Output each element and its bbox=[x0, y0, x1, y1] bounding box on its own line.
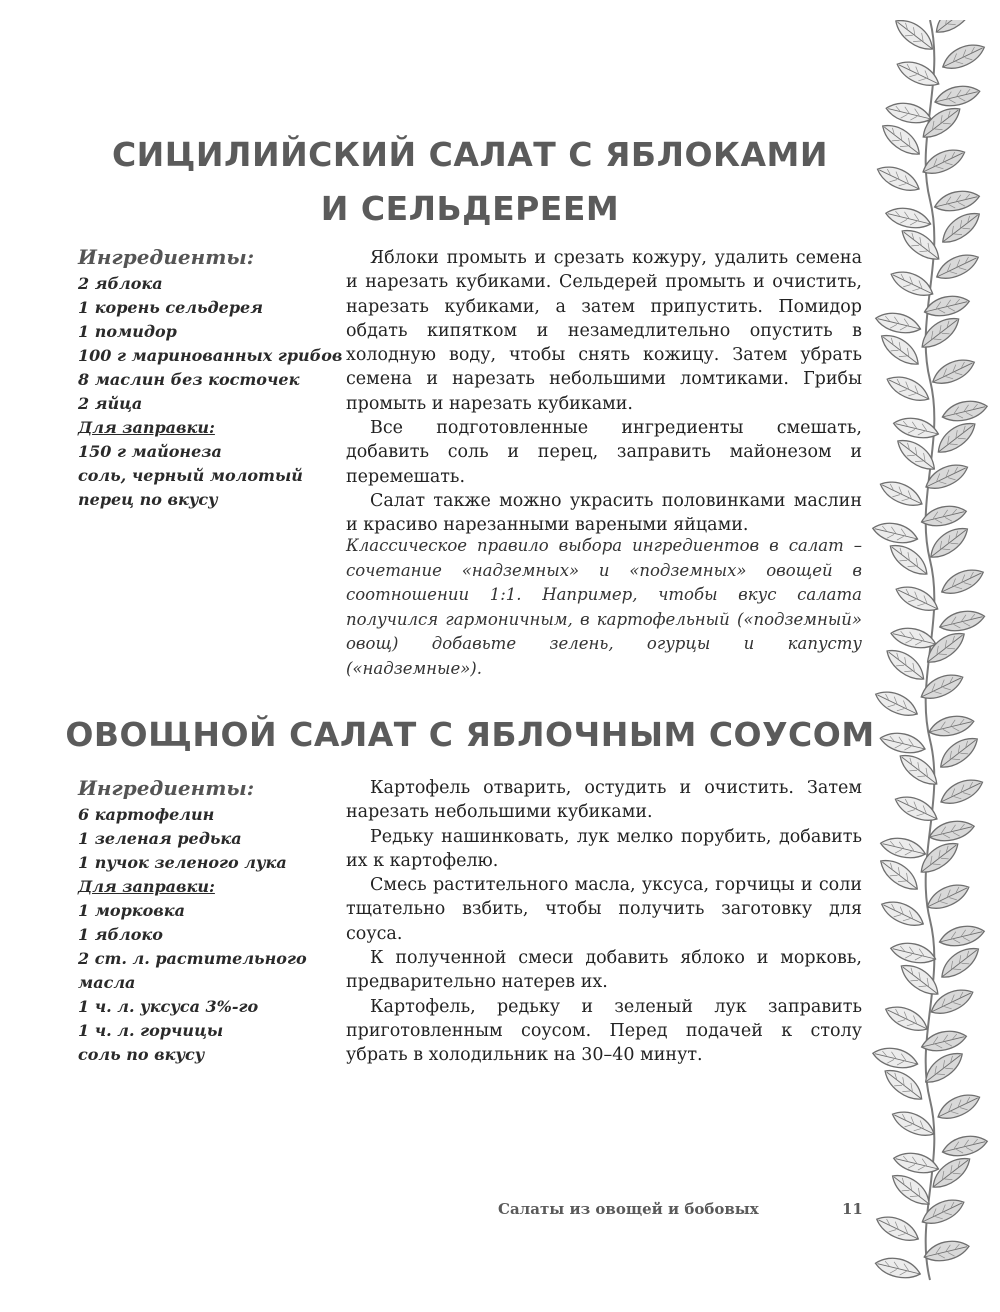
leaf-icon bbox=[880, 1064, 928, 1105]
leaf-icon bbox=[876, 329, 924, 370]
dressing-item: 150 г майонеза bbox=[78, 442, 222, 461]
page-number: 11 bbox=[842, 1200, 863, 1218]
leaf-icon bbox=[877, 476, 926, 511]
dressing-item: 1 морковка bbox=[78, 901, 185, 920]
leaf-icon bbox=[934, 1089, 983, 1124]
recipe2-ingredients-heading: Ингредиенты: bbox=[78, 776, 255, 800]
instruction-paragraph: К полученной смеси добавить яблоко и морковь, предварительно натерев их. bbox=[346, 948, 862, 993]
leaf-icon bbox=[878, 730, 927, 756]
leaf-icon bbox=[938, 608, 987, 634]
dressing-item: 1 ч. л. горчицы bbox=[78, 1021, 224, 1040]
dressing-item: 2 ст. л. растительного bbox=[78, 949, 307, 968]
leaf-icon bbox=[885, 539, 933, 580]
leaf-icon bbox=[889, 1106, 938, 1141]
dressing-item: соль, черный молотый bbox=[78, 466, 303, 485]
ingredient-item: 1 зеленая редька bbox=[78, 829, 242, 848]
leaf-icon bbox=[884, 100, 933, 126]
instruction-paragraph: Все подготовленные ингредиенты смешать, добавить соль и перец, заправить майонезом и перемешать. bbox=[346, 418, 862, 487]
leaf-icon bbox=[940, 398, 989, 424]
leaf-icon bbox=[874, 310, 923, 336]
ingredient-item: 100 г маринованных грибов bbox=[78, 346, 343, 365]
leaf-icon bbox=[882, 1001, 931, 1036]
footer-section-title: Салаты из овощей и бобовых bbox=[498, 1200, 759, 1218]
leaf-icon bbox=[938, 564, 987, 599]
ingredient-item: 8 маслин без косточек bbox=[78, 370, 300, 389]
ingredient-item: 1 пучок зеленого лука bbox=[78, 853, 287, 872]
leaf-icon bbox=[897, 224, 945, 265]
leaf-icon bbox=[936, 942, 984, 983]
instruction-paragraph: Смесь растительного масла, уксуса, горчицы и соли тщательно взбить, чтобы получить заготовку для соуса. bbox=[346, 875, 862, 944]
leaf-icon bbox=[896, 959, 944, 1000]
recipe2-title-text: ОВОЩНОЙ САЛАТ С ЯБЛОЧНЫМ СОУСОМ bbox=[65, 715, 875, 754]
dressing-item: соль по вкусу bbox=[78, 1045, 205, 1064]
recipe2-instructions bbox=[346, 776, 862, 1068]
ingredient-item: 1 корень сельдерея bbox=[78, 298, 263, 317]
leaf-icon bbox=[927, 713, 976, 739]
leaf-icon bbox=[925, 522, 973, 563]
recipe2-ingredients bbox=[78, 775, 343, 1067]
leaf-icon bbox=[939, 39, 988, 74]
recipe1-title bbox=[60, 132, 880, 232]
instruction-paragraph: Картофель, редьку и зеленый лук заправить приготовленным соусом. Перед подачей к столу убрать в холодильник на 30–40 минут. bbox=[346, 996, 862, 1066]
leaf-icon bbox=[871, 1045, 920, 1071]
leaf-icon bbox=[884, 371, 933, 406]
leaf-icon bbox=[937, 923, 986, 949]
leaf-icon bbox=[873, 1211, 922, 1246]
recipe2-title bbox=[60, 712, 880, 758]
leaf-icon bbox=[917, 102, 965, 143]
recipe1-tip-note: Классическое правило выбора ингредиентов в салат – сочетание «надземных» и «подземных» овощей в соотношении 1:1. Например, чтобы вкус салата получился гармоничным, в картофельный («подземный» овощ) добавьте зелень, огурцы и капусту («надземные»). bbox=[346, 536, 862, 678]
leaf-icon bbox=[937, 207, 985, 248]
leaf-icon bbox=[874, 161, 923, 196]
dressing-item: 1 яблоко bbox=[78, 925, 163, 944]
leaf-icon bbox=[930, 20, 978, 38]
recipe1-title-line2: И СЕЛЬДЕРЕЕМ bbox=[320, 189, 620, 228]
recipe1-instructions bbox=[346, 246, 862, 538]
leaf-icon bbox=[933, 188, 982, 214]
leaf-icon bbox=[871, 520, 920, 546]
leaf-icon bbox=[872, 686, 921, 721]
leaf-icon bbox=[916, 312, 964, 353]
leaf-icon bbox=[887, 1169, 935, 1210]
leaf-icon bbox=[877, 119, 925, 160]
leaf-icon bbox=[879, 835, 928, 861]
ingredient-item: 6 картофелин bbox=[78, 805, 215, 824]
instruction-paragraph: Картофель отварить, остудить и очистить. Затем нарезать небольшими кубиками. bbox=[346, 778, 862, 823]
leaf-icon bbox=[937, 774, 986, 809]
recipe1-title-line1: СИЦИЛИЙСКИЙ САЛАТ С ЯБЛОКАМИ bbox=[111, 135, 829, 174]
leaf-icon bbox=[884, 205, 933, 231]
recipe2-dressing-heading: Для заправки: bbox=[78, 877, 215, 896]
leaf-icon bbox=[932, 417, 980, 458]
leaf-icon bbox=[875, 854, 923, 895]
leaf-icon bbox=[895, 749, 943, 790]
dressing-item: перец по вкусу bbox=[78, 490, 218, 509]
instruction-paragraph: Салат также можно украсить половинками маслин и красиво нарезанными вареными яйцами. bbox=[346, 490, 862, 536]
ingredient-item: 2 яйца bbox=[78, 394, 143, 413]
leaf-icon bbox=[874, 1255, 923, 1281]
ingredient-item: 1 помидор bbox=[78, 322, 177, 341]
leaf-icon bbox=[917, 669, 966, 704]
leaf-icon bbox=[927, 818, 976, 844]
leaf-icon bbox=[894, 56, 943, 91]
recipe1-ingredients bbox=[78, 244, 343, 512]
instruction-paragraph: Редьку нашинковать, лук мелко порубить, добавить их к картофелю. bbox=[346, 826, 862, 871]
leaf-icon bbox=[933, 83, 982, 109]
leaf-icon bbox=[935, 732, 983, 773]
leaf-icon bbox=[929, 354, 978, 389]
recipe1-ingredients-heading: Ингредиенты: bbox=[78, 245, 255, 269]
leaf-icon bbox=[922, 1238, 971, 1264]
ingredient-item: 2 яблока bbox=[78, 274, 163, 293]
dressing-item: масла bbox=[78, 973, 136, 992]
leaf-icon bbox=[940, 1133, 989, 1159]
leaf-border-ornament-icon bbox=[870, 20, 990, 1300]
leaf-icon bbox=[878, 896, 927, 931]
leaf-icon bbox=[923, 879, 972, 914]
dressing-item: 1 ч. л. уксуса 3%-го bbox=[78, 997, 259, 1016]
leaf-icon bbox=[915, 837, 963, 878]
leaf-icon bbox=[882, 644, 930, 685]
leaf-icon bbox=[889, 940, 938, 966]
recipe1-dressing-heading: Для заправки: bbox=[78, 418, 215, 437]
instruction-paragraph: Яблоки промыть и срезать кожуру, удалить семена и нарезать кубиками. Сельдерей промыть и очистить, нарезать кубиками, а затем припустить. Помидор обдать кипятком и незамедлительно опустить в холодную воду, чтобы снять кожицу. Затем убрать семена и нарезать небольшими ломтиками. Грибы промыть и нарезать кубиками. bbox=[346, 248, 862, 414]
leaf-icon bbox=[933, 249, 982, 284]
